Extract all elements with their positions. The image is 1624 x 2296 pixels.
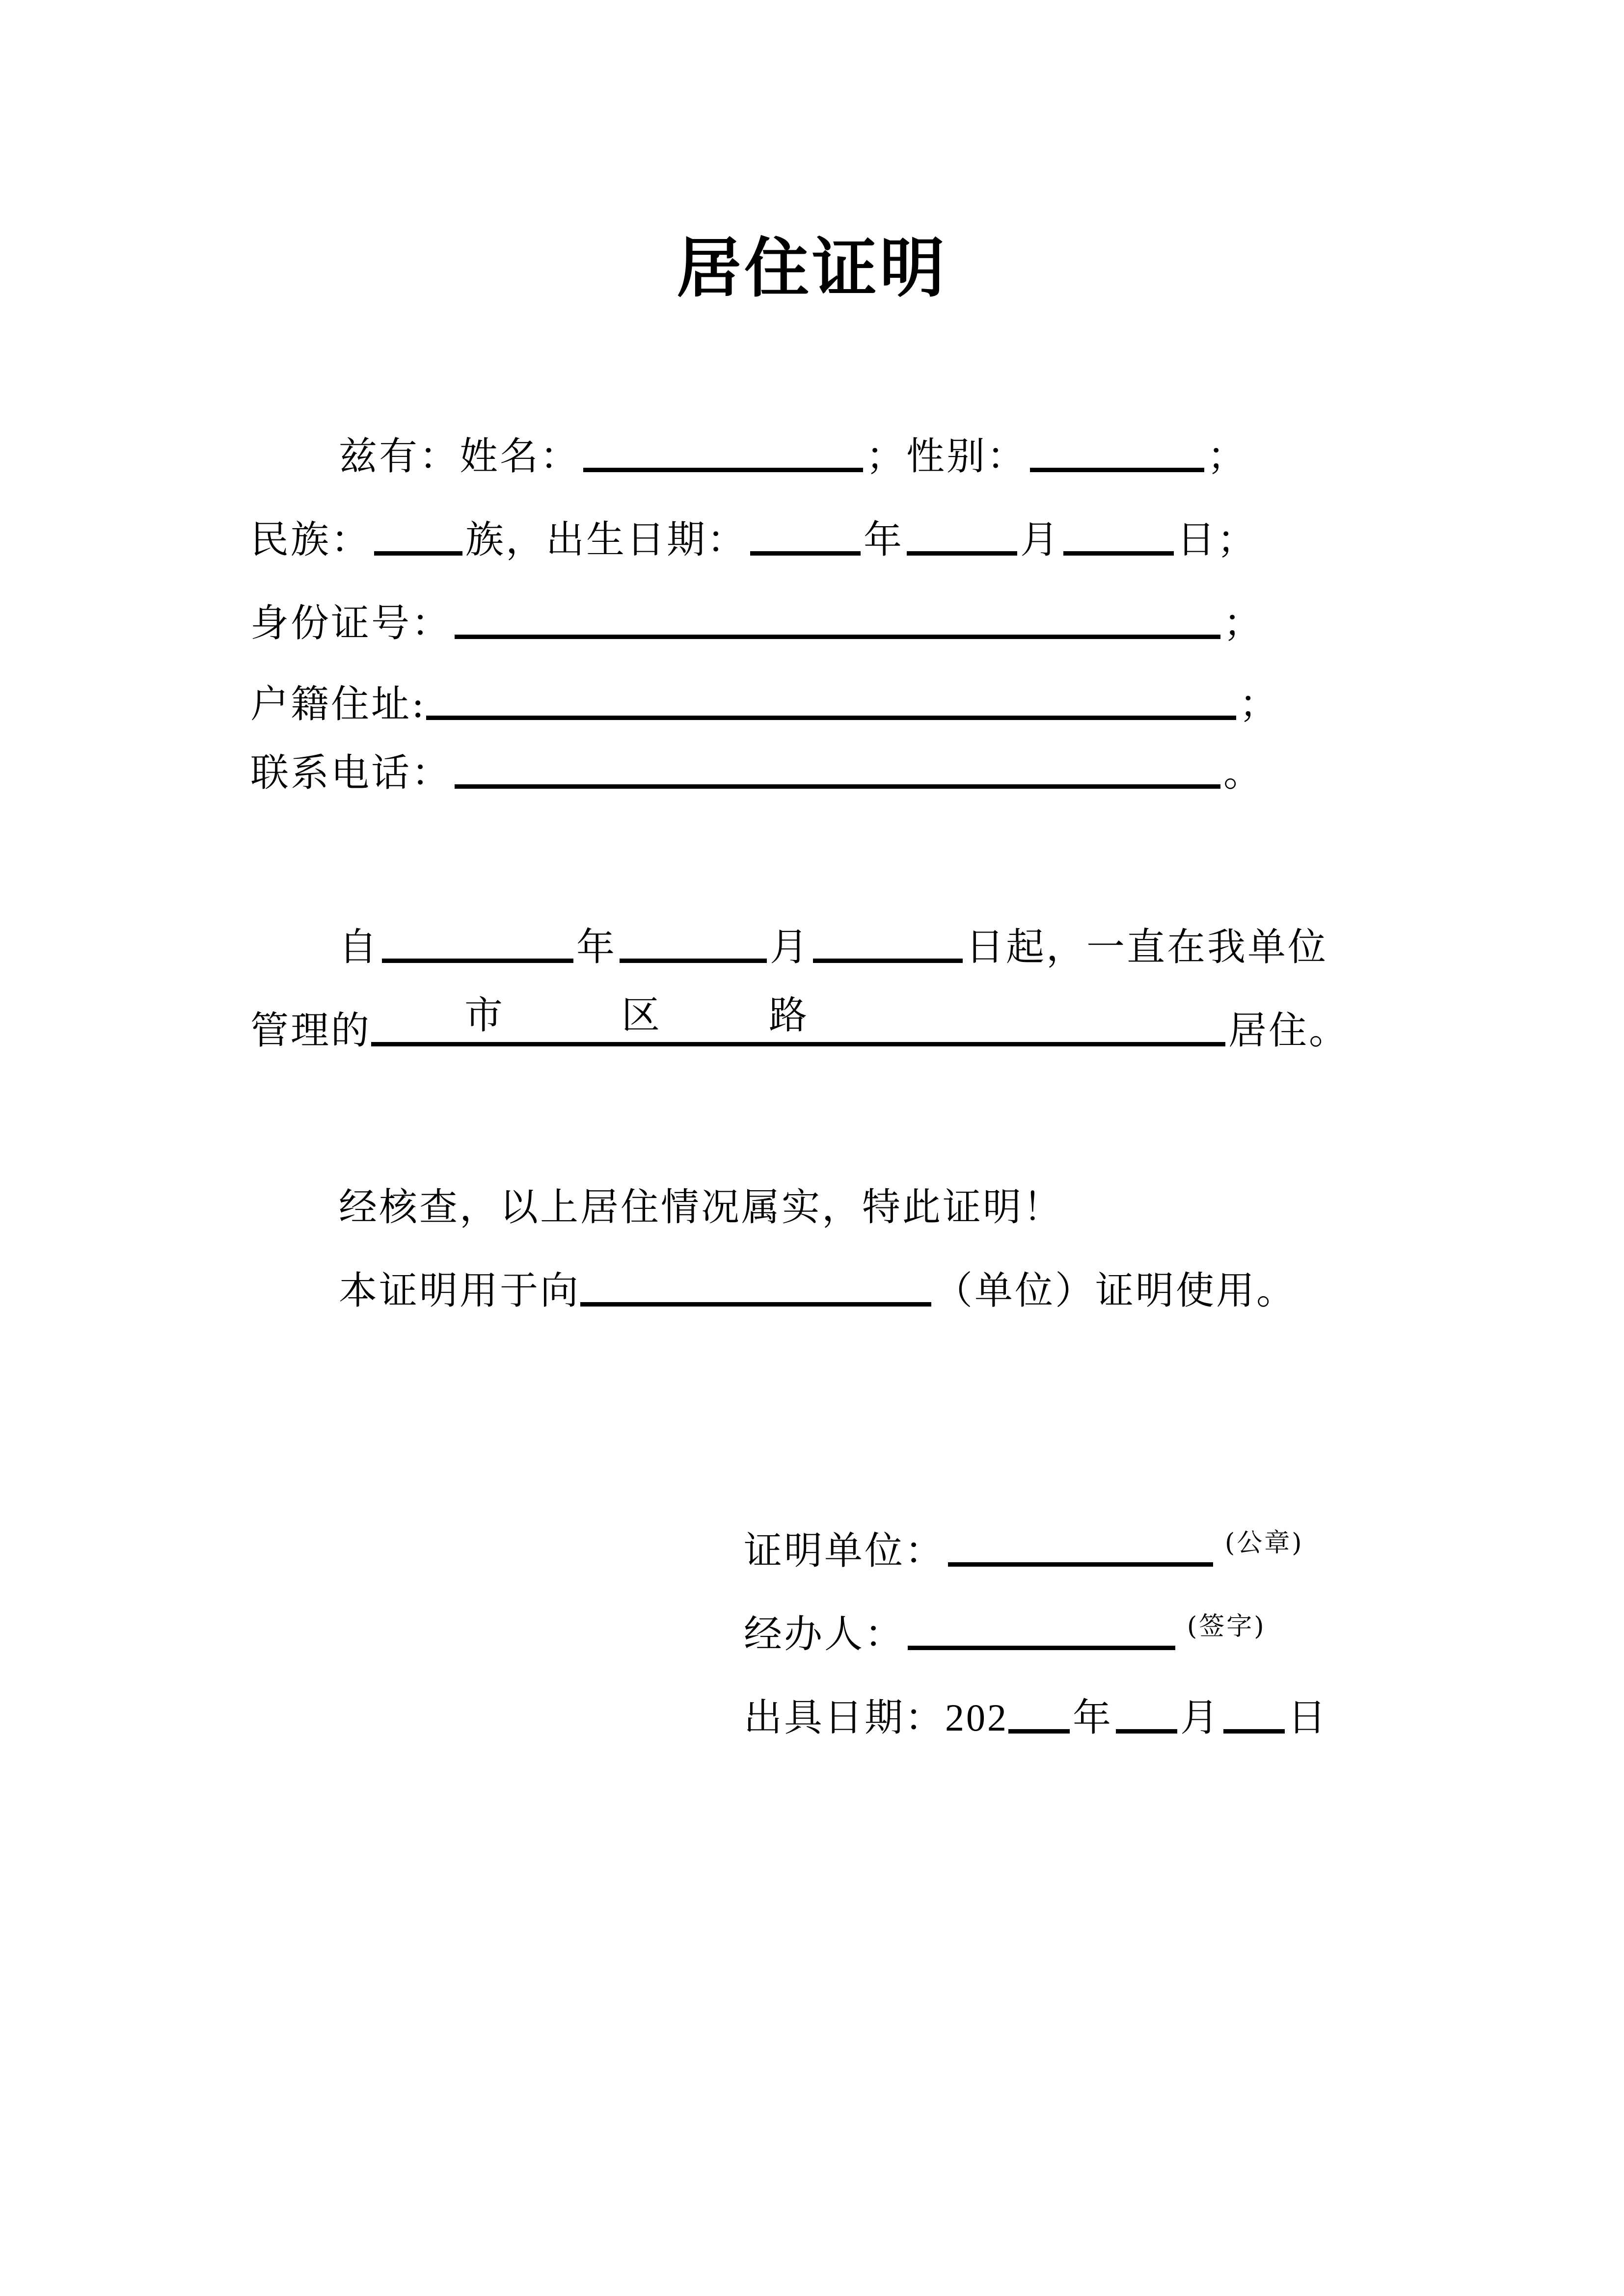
name-label: 姓名： bbox=[460, 434, 581, 479]
hukou-address-field[interactable] bbox=[426, 716, 1236, 720]
day-label: 日 bbox=[1288, 1696, 1328, 1740]
month-label: 月 bbox=[770, 925, 811, 969]
residence-year-field[interactable] bbox=[382, 959, 573, 963]
birth-day-field[interactable] bbox=[1063, 551, 1174, 556]
id-label: 身份证号： bbox=[250, 601, 452, 645]
issue-month-field[interactable] bbox=[1116, 1729, 1177, 1734]
road-label: 路 bbox=[769, 993, 810, 1038]
ethnicity-label: 民族： bbox=[250, 518, 372, 562]
page-title: 居住证明 bbox=[677, 230, 947, 306]
gender-field[interactable] bbox=[1030, 468, 1204, 472]
unit-label: 证明单位： bbox=[744, 1529, 946, 1573]
birth-year-field[interactable] bbox=[750, 551, 861, 556]
day-label: 日 bbox=[1177, 518, 1218, 562]
residence-month-field[interactable] bbox=[620, 959, 767, 963]
intro-label: 兹有： bbox=[339, 434, 460, 479]
hukou-colon: : bbox=[411, 682, 427, 726]
phone-row bbox=[250, 748, 1264, 798]
issue-day-field[interactable] bbox=[1223, 1729, 1285, 1734]
name-gender-row bbox=[339, 432, 1247, 481]
district-label: 区 bbox=[622, 993, 662, 1038]
date-prefix: 202 bbox=[945, 1696, 1009, 1739]
gender-label: 性别： bbox=[906, 434, 1028, 479]
ethnicity-birth-row bbox=[250, 515, 1257, 564]
handler-label: 经办人： bbox=[744, 1612, 905, 1656]
certifying-unit-field[interactable] bbox=[948, 1562, 1213, 1567]
certifying-unit-row bbox=[744, 1526, 1304, 1575]
hukou-label: 户籍住址 bbox=[250, 682, 412, 726]
residence-address-row bbox=[250, 993, 1350, 1055]
reside-text: 居住。 bbox=[1228, 1009, 1350, 1053]
signature-note: (签字) bbox=[1187, 1612, 1266, 1641]
since-text: 日起，一直在我单位 bbox=[966, 925, 1328, 969]
ethnicity-suffix: 族， bbox=[465, 518, 546, 562]
year-label: 年 bbox=[1073, 1696, 1113, 1740]
name-field[interactable] bbox=[583, 468, 863, 472]
birth-label: 出生日期： bbox=[546, 518, 748, 562]
semicolon: ； bbox=[1223, 601, 1264, 645]
usage-unit-field[interactable] bbox=[580, 1302, 931, 1307]
usage-row bbox=[339, 1266, 1297, 1315]
semicolon: ； bbox=[1207, 434, 1248, 479]
ethnicity-field[interactable] bbox=[374, 551, 462, 556]
month-label: 月 bbox=[1180, 1696, 1221, 1740]
semicolon: ； bbox=[1217, 518, 1258, 562]
month-label: 月 bbox=[1020, 518, 1061, 562]
id-row bbox=[250, 599, 1264, 648]
issue-year-field[interactable] bbox=[1008, 1729, 1070, 1734]
residence-day-field[interactable] bbox=[813, 959, 963, 963]
semicolon: ； bbox=[1239, 682, 1280, 726]
usage-suffix: （单位）证明使用。 bbox=[934, 1269, 1297, 1313]
hukou-row bbox=[250, 680, 1279, 729]
phone-field[interactable] bbox=[455, 784, 1220, 789]
usage-prefix: 本证明用于向 bbox=[339, 1269, 581, 1313]
verification-statement: 经核查，以上居住情况属实，特此证明！ bbox=[339, 1185, 1064, 1229]
phone-label: 联系电话： bbox=[250, 751, 452, 795]
residence-address-field[interactable] bbox=[371, 993, 1225, 1046]
year-label: 年 bbox=[576, 925, 617, 969]
managed-by-label: 管理的 bbox=[250, 1009, 372, 1053]
handler-row bbox=[744, 1610, 1266, 1659]
handler-field[interactable] bbox=[908, 1646, 1175, 1650]
date-label: 出具日期： bbox=[744, 1696, 946, 1740]
seal-note: (公章) bbox=[1225, 1528, 1304, 1558]
from-label: 自 bbox=[339, 925, 379, 969]
issue-date-row bbox=[744, 1693, 1328, 1742]
year-label: 年 bbox=[864, 518, 904, 562]
id-number-field[interactable] bbox=[455, 635, 1220, 639]
city-label: 市 bbox=[464, 993, 505, 1038]
period: 。 bbox=[1223, 751, 1264, 795]
birth-month-field[interactable] bbox=[907, 551, 1017, 556]
semicolon: ； bbox=[866, 434, 907, 479]
residence-since-row bbox=[339, 923, 1328, 972]
